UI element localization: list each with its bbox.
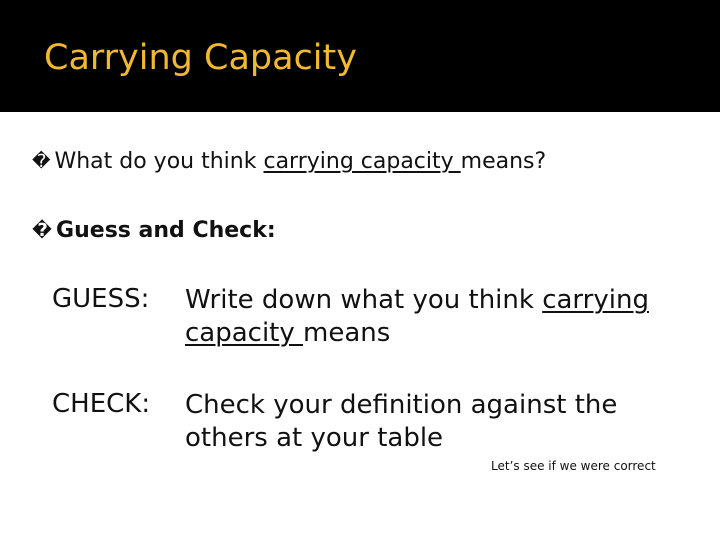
guess-description-line-2 bbox=[185, 317, 695, 350]
check-description-line-1: Check your definition against the bbox=[185, 390, 618, 420]
question-term: carrying capacity bbox=[263, 149, 461, 174]
guess-check-bullet bbox=[32, 218, 276, 244]
check-label: CHECK: bbox=[52, 389, 151, 419]
question-bullet bbox=[32, 149, 546, 175]
bullet-marker-icon: � bbox=[32, 220, 53, 242]
guess-label: GUESS: bbox=[52, 284, 150, 314]
guess-line1-term: carrying bbox=[542, 285, 649, 315]
check-description bbox=[185, 389, 695, 454]
check-description-line-2: others at your table bbox=[185, 422, 444, 453]
question-text bbox=[54, 149, 546, 175]
question-prefix: What do you think bbox=[54, 149, 264, 174]
question-suffix: means? bbox=[460, 149, 547, 174]
bullet-marker-icon: � bbox=[32, 151, 51, 173]
guess-line1-prefix: Write down what you think bbox=[185, 285, 543, 315]
guess-description bbox=[185, 284, 695, 349]
title-bar bbox=[0, 0, 720, 112]
guess-line2-suffix: means bbox=[303, 317, 391, 348]
slide-title: Carrying Capacity bbox=[44, 38, 357, 78]
footnote: Let’s see if we were correct bbox=[491, 459, 656, 473]
guess-description-line-1 bbox=[185, 284, 695, 317]
guess-check-heading: Guess and Check: bbox=[56, 218, 276, 243]
guess-line2-term: capacity bbox=[185, 317, 304, 348]
